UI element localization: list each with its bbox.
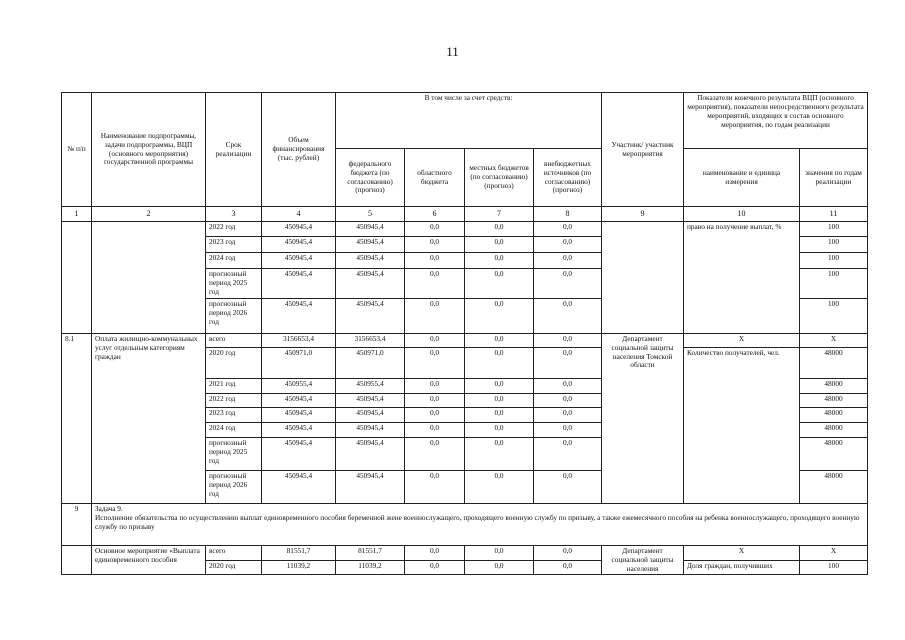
year-cell: всего [206, 333, 262, 347]
task-text: Исполнение обязательства по осуществлению выплат единовременного пособия беременной жене военнослужащего, проходящего военную службу по призыву, а также ежемесячного пособия на ребенка военнослужащего, проходящего военную службу по призыву [95, 512, 860, 531]
table-row [62, 333, 868, 347]
local-cell: 0,0 [465, 393, 534, 407]
extra-cell: 0,0 [534, 393, 602, 407]
federal-cell: 450945,4 [336, 252, 405, 268]
col-term-header: Срок реализации [206, 93, 262, 207]
federal-cell: 450945,4 [336, 437, 405, 470]
federal-cell: 450945,4 [336, 236, 405, 252]
local-cell: 0,0 [465, 221, 534, 236]
regional-cell: 0,0 [405, 545, 465, 560]
volume-cell: 450945,4 [262, 252, 336, 268]
indicator-cell: Х [684, 333, 800, 347]
col-ind-name-header: наименование и единица измерения [684, 149, 800, 207]
header-row-1 [62, 93, 868, 149]
local-cell: 0,0 [465, 407, 534, 422]
volume-cell: 450945,4 [262, 437, 336, 470]
regional-cell: 0,0 [405, 268, 465, 298]
federal-cell: 450945,4 [336, 470, 405, 503]
volume-cell: 450945,4 [262, 407, 336, 422]
value-cell: 48000 [800, 422, 868, 437]
extra-cell: 0,0 [534, 221, 602, 236]
task-number: 9 [62, 503, 92, 545]
local-cell: 0,0 [465, 545, 534, 560]
col-participant-header: Участник/ участник мероприятия [602, 93, 684, 207]
local-cell: 0,0 [465, 560, 534, 575]
value-cell: 100 [800, 252, 868, 268]
extra-cell: 0,0 [534, 545, 602, 560]
value-cell: 100 [800, 221, 868, 236]
col-number: 11 [800, 207, 868, 222]
value-cell: Х [800, 333, 868, 347]
volume-cell: 450945,4 [262, 422, 336, 437]
extra-cell: 0,0 [534, 268, 602, 298]
col-number: 4 [262, 207, 336, 222]
col-number: 10 [684, 207, 800, 222]
local-cell: 0,0 [465, 236, 534, 252]
federal-cell: 450945,4 [336, 221, 405, 236]
local-cell: 0,0 [465, 333, 534, 347]
task-cell [92, 503, 868, 545]
year-cell: 2020 год [206, 347, 262, 378]
regional-cell: 0,0 [405, 333, 465, 347]
regional-cell: 0,0 [405, 422, 465, 437]
year-cell: 2022 год [206, 221, 262, 236]
col-local-header: местных бюджетов (по согласованию) (прогноз) [465, 149, 534, 207]
col-federal-header: федерального бюджета (по согласованию) (прогноз) [336, 149, 405, 207]
volume-cell: 3156653,4 [262, 333, 336, 347]
col-name-header: Наименование подпрограммы, задачи подпрограммы, ВЦП (основного мероприятия) государственной программы [92, 93, 206, 207]
volume-cell: 11039,2 [262, 560, 336, 575]
extra-cell: 0,0 [534, 252, 602, 268]
row-no-cell: 8.1 [62, 333, 92, 503]
extra-cell: 0,0 [534, 347, 602, 378]
value-cell: 48000 [800, 393, 868, 407]
regional-cell: 0,0 [405, 378, 465, 393]
extra-cell: 0,0 [534, 333, 602, 347]
regional-cell: 0,0 [405, 347, 465, 378]
value-cell: 100 [800, 268, 868, 298]
year-cell: 2024 год [206, 422, 262, 437]
participant-cell: Департамент социальной защиты населения [602, 545, 684, 575]
indicator-cell: Х [684, 545, 800, 560]
participant-cell: Департамент социальной защиты населения Томской области [602, 333, 684, 503]
row-no-cell [62, 221, 92, 333]
col-number: 3 [206, 207, 262, 222]
regional-cell: 0,0 [405, 407, 465, 422]
federal-cell: 450945,4 [336, 268, 405, 298]
column-numbers-row [62, 207, 868, 222]
col-no-header: № п/п [62, 93, 92, 207]
row-name-cell [92, 221, 206, 333]
federal-cell: 450945,4 [336, 393, 405, 407]
federal-cell: 3156653,4 [336, 333, 405, 347]
local-cell: 0,0 [465, 378, 534, 393]
local-cell: 0,0 [465, 347, 534, 378]
value-cell: 100 [800, 236, 868, 252]
value-cell: 48000 [800, 347, 868, 378]
year-cell: всего [206, 545, 262, 560]
extra-cell: 0,0 [534, 437, 602, 470]
indicator-cell: Количество получателей, чел. [684, 347, 800, 503]
volume-cell: 450945,4 [262, 236, 336, 252]
col-incl-header: В том числе за счет средств: [336, 93, 602, 149]
col-number: 9 [602, 207, 684, 222]
table-row [62, 221, 868, 236]
year-cell: прогнозный период 2025 год [206, 437, 262, 470]
col-indicators-header: Показатели конечного результата ВЦП (основного мероприятия), показатели непосредственного результата мероприятий, входящих в состав основного мероприятия, по годам реализации [684, 93, 868, 149]
local-cell: 0,0 [465, 252, 534, 268]
value-cell: 48000 [800, 437, 868, 470]
col-number: 8 [534, 207, 602, 222]
extra-cell: 0,0 [534, 560, 602, 575]
year-cell: прогнозный период 2026 год [206, 298, 262, 333]
federal-cell: 450945,4 [336, 298, 405, 333]
task-row [62, 503, 868, 545]
row-no-cell [62, 545, 92, 575]
year-cell: 2021 год [206, 378, 262, 393]
row-name-cell: Оплата жилищно-коммунальных услуг отдельным категориям граждан [92, 333, 206, 503]
program-table [61, 92, 868, 575]
value-cell: 100 [800, 298, 868, 333]
row-name-cell: Основное мероприятие «Выплата единовременного пособия [92, 545, 206, 575]
federal-cell: 11039,2 [336, 560, 405, 575]
local-cell: 0,0 [465, 437, 534, 470]
col-number: 5 [336, 207, 405, 222]
col-regional-header: областного бюджета [405, 149, 465, 207]
year-cell: прогнозный период 2026 год [206, 470, 262, 503]
year-cell: 2020 год [206, 560, 262, 575]
value-cell: 48000 [800, 470, 868, 503]
regional-cell: 0,0 [405, 236, 465, 252]
volume-cell: 450945,4 [262, 268, 336, 298]
col-volume-header: Объем финансирования (тыс. рублей) [262, 93, 336, 207]
extra-cell: 0,0 [534, 298, 602, 333]
year-cell: 2022 год [206, 393, 262, 407]
local-cell: 0,0 [465, 470, 534, 503]
regional-cell: 0,0 [405, 252, 465, 268]
federal-cell: 81551,7 [336, 545, 405, 560]
federal-cell: 450945,4 [336, 422, 405, 437]
value-cell: Х [800, 545, 868, 560]
volume-cell: 81551,7 [262, 545, 336, 560]
page-number: 11 [446, 44, 459, 59]
year-cell: 2023 год [206, 236, 262, 252]
regional-cell: 0,0 [405, 393, 465, 407]
volume-cell: 450955,4 [262, 378, 336, 393]
local-cell: 0,0 [465, 298, 534, 333]
value-cell: 48000 [800, 407, 868, 422]
col-number: 7 [465, 207, 534, 222]
regional-cell: 0,0 [405, 470, 465, 503]
regional-cell: 0,0 [405, 221, 465, 236]
extra-cell: 0,0 [534, 470, 602, 503]
federal-cell: 450945,4 [336, 407, 405, 422]
volume-cell: 450945,4 [262, 393, 336, 407]
volume-cell: 450945,4 [262, 298, 336, 333]
regional-cell: 0,0 [405, 560, 465, 575]
value-cell: 100 [800, 560, 868, 575]
regional-cell: 0,0 [405, 437, 465, 470]
year-cell: 2024 год [206, 252, 262, 268]
task-title: Задача 9. [95, 503, 123, 513]
year-cell: прогнозный период 2025 год [206, 268, 262, 298]
regional-cell: 0,0 [405, 298, 465, 333]
col-number: 1 [62, 207, 92, 222]
extra-cell: 0,0 [534, 422, 602, 437]
extra-cell: 0,0 [534, 236, 602, 252]
participant-cell [602, 221, 684, 333]
col-extra-header: внебюджетных источников (по согласованию) (прогноз) [534, 149, 602, 207]
indicator-cell: Доля граждан, получивших [684, 560, 800, 575]
extra-cell: 0,0 [534, 378, 602, 393]
local-cell: 0,0 [465, 422, 534, 437]
federal-cell: 450971,0 [336, 347, 405, 378]
year-cell: 2023 год [206, 407, 262, 422]
volume-cell: 450945,4 [262, 470, 336, 503]
volume-cell: 450945,4 [262, 221, 336, 236]
federal-cell: 450955,4 [336, 378, 405, 393]
extra-cell: 0,0 [534, 407, 602, 422]
table-row [62, 545, 868, 560]
volume-cell: 450971,0 [262, 347, 336, 378]
col-number: 2 [92, 207, 206, 222]
value-cell: 48000 [800, 378, 868, 393]
col-ind-val-header: значения по годам реализации [800, 149, 868, 207]
local-cell: 0,0 [465, 268, 534, 298]
indicator-cell: право на получение выплат, % [684, 221, 800, 333]
col-number: 6 [405, 207, 465, 222]
